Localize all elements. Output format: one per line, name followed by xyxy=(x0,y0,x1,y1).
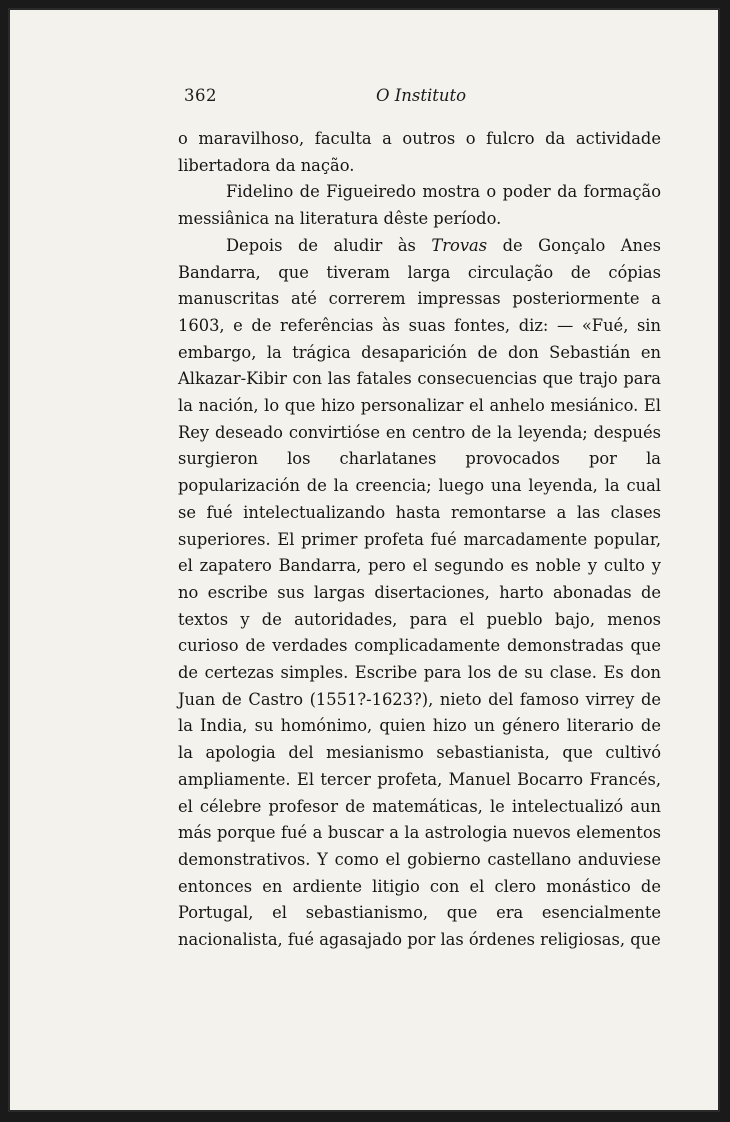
paragraph-1: o maravilhoso, faculta a outros o fulcro da actividade libertadora da nação. xyxy=(178,129,661,175)
body-text xyxy=(178,126,661,954)
trovas-title: Trovas xyxy=(431,235,488,255)
paragraph-2: Fidelino de Figueiredo mostra o poder da formação messiânica na literatura dêste período. xyxy=(178,182,661,229)
paragraph-3-rest: de Gonçalo Anes Bandarra, que tiveram larga circulação de cópias manuscritas até correrem impressas posteriormente a 1603, e de referências às suas fontes, diz: — «Fué, sin embargo, la trágica desaparición de don Sebastián en Alkazar-Kibir con las fatales consecuencias que trajo para la nación, lo que hizo personalizar el anhelo mesiánico. El Rey deseado convirtióse en centro de la leyenda; después surgieron los charlatanes provocados por la popularización de la creencia; luego una leyenda, la cual se fué intelectualizando hasta remontarse a las clases superiores. El primer profeta fué marcadamente popular, el zapatero Bandarra, pero el segundo es noble y culto y no escribe sus largas disertaciones, harto abonadas de textos y de autoridades, para el pueblo bajo, menos curioso de verdades complicadamente demonstradas que de certezas simples. Escribe para los de su clase. Es don Juan de Castro (1551?-1623?), nieto del famoso virrey de la India, su homónimo, quien hizo un género literario de la apologia del mesianismo sebastianista, que cultivó ampliamente. El tercer profeta, Manuel Bocarro Francés, el célebre profesor de matemáticas, le intelectualizó aun más porque fué a buscar a la astrologia nuevos elementos demonstrativos. Y como el gobierno castellano anduviese entonces en ardiente litigio con el clero monástico de Portugal, el sebastianismo, que era esencialmente nacionalista, fué agasajado por las órdenes religiosas, que xyxy=(178,235,662,950)
paragraph-3 xyxy=(178,233,661,954)
running-title: O Instituto xyxy=(376,86,467,105)
page-header xyxy=(178,86,468,110)
book-page xyxy=(8,8,720,1112)
paragraph-3-lead: Depois de aludir às xyxy=(226,235,432,255)
page-number: 362 xyxy=(184,86,217,105)
